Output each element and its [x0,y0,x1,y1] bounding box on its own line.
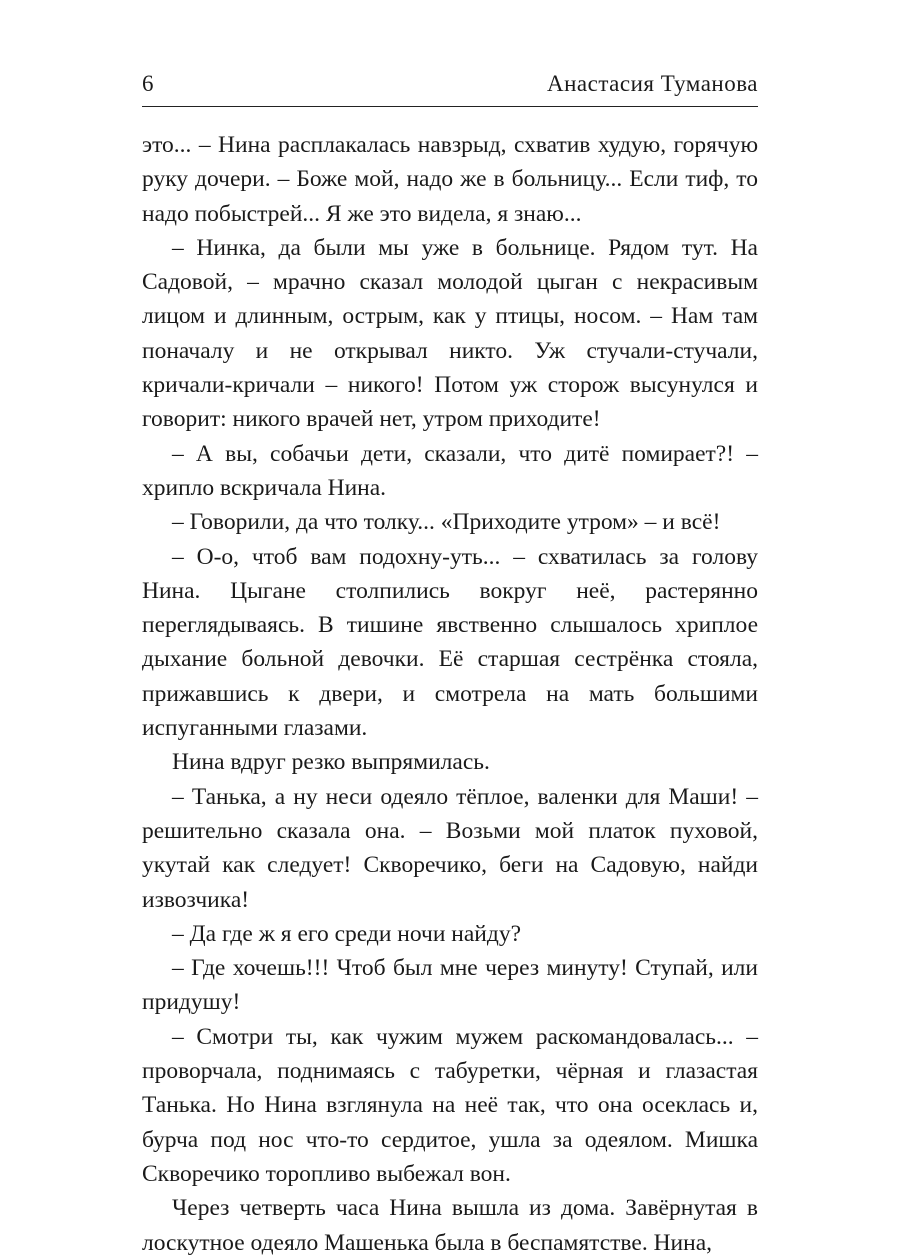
paragraph: Нина вдруг резко выпрямилась. [172,749,490,776]
paragraph: – Где хочешь!!! Чтоб был мне через минуту! Ступай, или придушу! [142,955,758,1016]
paragraph-continued: это... – Нина расплакалась навзрыд, схватив худую, горячую руку дочери. – Боже мой, надо же в больницу... Если тиф, то надо побыстрей... Я же это видела, я знаю... [142,132,758,227]
author-name: Анастасия Туманова [546,71,758,96]
paragraph: – А вы, собачьи дети, сказали, что дитё помирает?! – хрипло вскричала Нина. [142,440,758,501]
paragraph: – Да где ж я его среди ночи найду? [172,920,522,947]
paragraph: – Танька, а ну неси одеяло тёплое, валенки для Маши! – решительно сказала она. – Возьми мой платок пуховой, укутай как следует! Скворечико, беги на Садовую, найди извозчика! [142,783,758,913]
paragraph: Через четверть часа Нина вышла из дома. Завёрнутая в лоскутное одеяло Машенька была в беспамятстве. Нина, [142,1195,758,1256]
paragraph: – Нинка, да были мы уже в больнице. Рядом тут. На Садовой, – мрачно сказал молодой цыган с некрасивым лицом и длинным, острым, как у птицы, носом. – Нам там поначалу и не открывал никто. Уж стучали-стучали, кричали-кричали – никого! Потом уж сторож высунулся и говорит: никого врачей нет, утром приходите! [142,234,758,433]
page-number: 6 [142,71,154,96]
running-head [142,66,758,107]
paragraph: – О-о, чтоб вам подохну-уть... – схватилась за голову Нина. Цыгане столпились вокруг неё, растерянно переглядываясь. В тишине явственно слышалось хриплое дыхание больной девочки. Её старшая сестрёнка стояла, прижавшись к двери, и смотрела на мать большими испуганными глазами. [142,543,758,742]
paragraph: – Говорили, да что толку... «Приходите утром» – и всё! [172,509,721,536]
paragraph: – Смотри ты, как чужим мужем раскомандовалась... – проворчала, поднимаясь с табуретки, чёрная и глазастая Танька. Но Нина взглянула на неё так, что она осеклась и, бурча под нос что-то сердитое, ушла за одеялом. Мишка Скворечико торопливо выбежал вон. [142,1023,758,1187]
body-text [142,128,758,1260]
